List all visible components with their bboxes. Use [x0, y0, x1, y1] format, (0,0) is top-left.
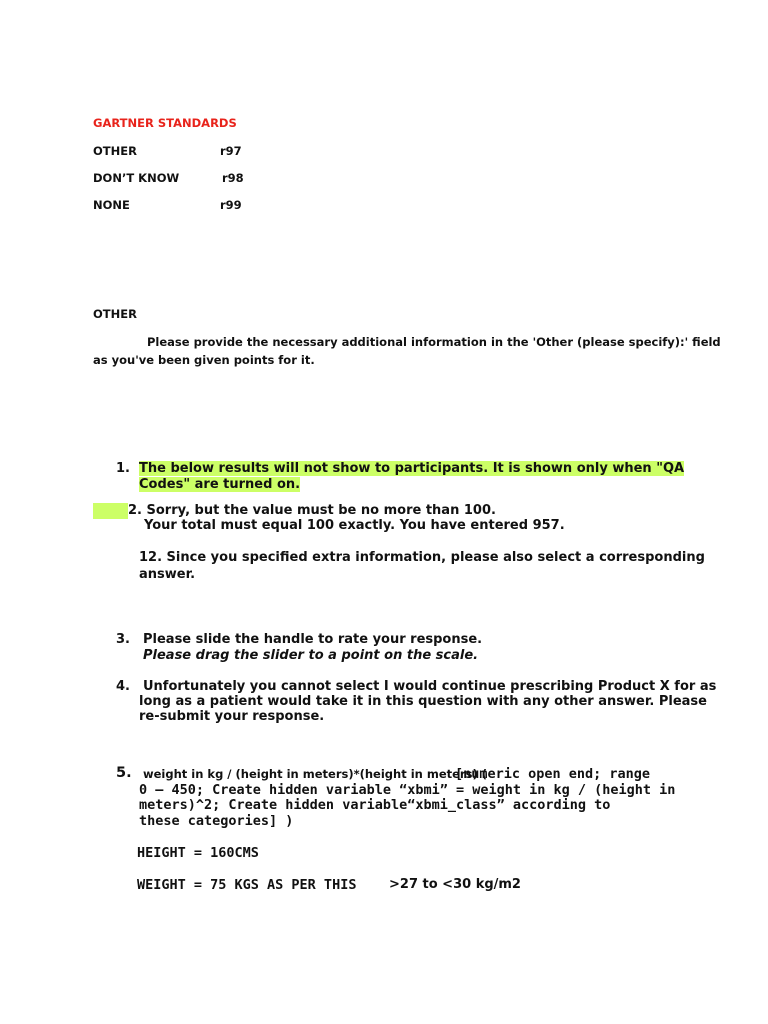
- document-title: GARTNER STANDARDS: [93, 116, 237, 130]
- item-3-line-2: Please drag the slider to a point on the scale.: [143, 648, 479, 663]
- item-5-spec-line-2: 0 – 450; Create hidden variable “xbmi” = weight in kg / (height in: [139, 782, 676, 798]
- item-5-spec-line-4: these categories] ): [139, 813, 294, 829]
- item-2-line-1: 2. Sorry, but the value must be no more than 100.: [128, 503, 496, 518]
- code-value-dont-know: r98: [222, 171, 244, 185]
- item-12-line-2: answer.: [139, 567, 196, 582]
- item-4-line-1: Unfortunately you cannot select I would continue prescribing Product X for as: [143, 679, 717, 694]
- item-1-line-1: The below results will not show to participants. It is shown only when "QA: [139, 461, 685, 476]
- item-2-line-2: Your total must equal 100 exactly. You have entered 957.: [144, 518, 565, 533]
- code-label-other: OTHER: [93, 144, 137, 158]
- item-5-spec-line-3: meters)^2; Create hidden variable“xbmi_class” according to: [139, 797, 611, 813]
- item-5-formula: weight in kg / (height in meters)*(height in meters) (: [143, 767, 487, 781]
- other-heading: OTHER: [93, 307, 137, 321]
- code-label-none: NONE: [93, 198, 130, 212]
- height-value: HEIGHT = 160CMS: [137, 845, 259, 861]
- item-1-number: 1.: [116, 461, 130, 476]
- item-3-line-1: Please slide the handle to rate your response.: [143, 632, 483, 647]
- other-instruction-line-1: Please provide the necessary additional information in the 'Other (please specify):' field: [147, 335, 721, 349]
- weight-range: >27 to <30 kg/m2: [389, 877, 521, 892]
- highlight-marker: [93, 503, 128, 519]
- other-instruction-line-2: as you've been given points for it.: [93, 353, 315, 367]
- weight-value: WEIGHT = 75 KGS AS PER THIS: [137, 877, 357, 893]
- item-4-number: 4.: [116, 679, 130, 694]
- code-label-dont-know: DON’T KNOW: [93, 171, 180, 185]
- code-value-other: r97: [220, 144, 242, 158]
- item-4-line-3: re-submit your response.: [139, 709, 325, 724]
- item-5-number: 5.: [116, 765, 132, 781]
- code-value-none: r99: [220, 198, 242, 212]
- item-1-line-2: Codes" are turned on.: [139, 477, 301, 492]
- item-3-number: 3.: [116, 632, 130, 647]
- item-5-spec-line-1: [numeric open end; range: [455, 766, 651, 782]
- item-12-line-1: 12. Since you specified extra information, please also select a corresponding: [139, 550, 705, 565]
- item-4-line-2: long as a patient would take it in this question with any other answer. Please: [139, 694, 707, 709]
